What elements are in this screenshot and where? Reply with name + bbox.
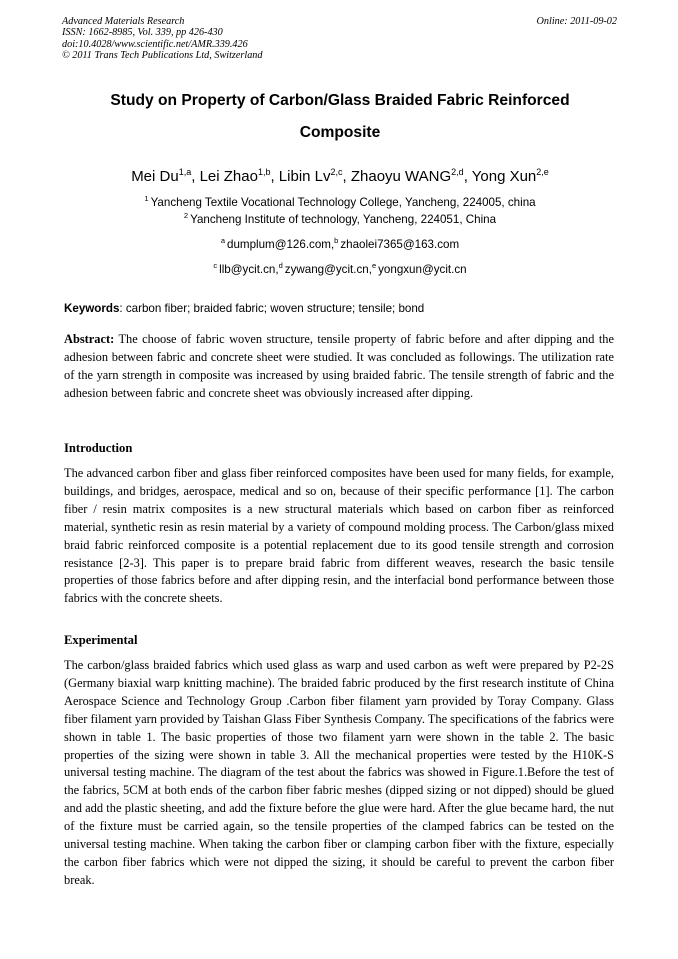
abstract <box>64 331 614 403</box>
email-mark: c <box>213 261 218 270</box>
author-name: Yong Xun <box>471 168 537 185</box>
email-line-1 <box>40 238 640 251</box>
keywords-text: : carbon fiber; braided fabric; woven structure; tensile; bond <box>119 302 425 315</box>
introduction-paragraph: The advanced carbon fiber and glass fiber reinforced composites have been used for many fields, for example, buildings, and bridges, aerospace, medical and so on, because of their specific performance [1]. The carbon fiber / resin matrix composites is a new structural materials which based on carbon fiber as reinforced material, synthetic resin as resin material by a variety of compound molding process. The Carbon/glass mixed braid fabric reinforced composite is a potential replacement due to its good tensile strength and corrosion resistance [2-3]. This paper is to prepare braid fabric from different weaves, research the basic tensile properties of those fabrics before and after dipping resin, and the interfacial bond performance between those fabrics with the concrete sheets. <box>64 466 614 606</box>
email-link[interactable]: yongxun@ycit.cn <box>378 263 467 276</box>
author-list: Mei Du$^{1,a}$, Lei Zhao$^{1,b}$, Libin Lv$^{2,c}$, Zhaoyu WANG$^{2,d}$, Yong Xun$^{2,e}$ <box>131 167 549 185</box>
affiliation-text: Yancheng Institute of technology, Yancheng, 224051, China <box>190 213 497 226</box>
copyright-line: © 2011 Trans Tech Publications Ltd, Switzerland <box>62 49 263 61</box>
affiliation-mark: 1 <box>144 194 149 203</box>
affiliation-1 <box>40 196 640 209</box>
abstract-label: Abstract: <box>64 332 115 346</box>
author-affiliation-mark: 2,c <box>330 167 343 177</box>
author-affiliation-mark: 1,b <box>257 167 271 177</box>
journal-header <box>62 16 617 61</box>
email-line-2 <box>40 263 640 276</box>
email-mark: e <box>371 261 377 270</box>
doi-line[interactable]: doi:10.4028/www.scientific.net/AMR.339.426 <box>62 38 248 50</box>
email-mark: a <box>220 236 226 245</box>
email-link[interactable]: llb@ycit.cn, <box>219 263 279 276</box>
author-name: Zhaoyu WANG <box>350 168 452 185</box>
paper-title-line-1: Study on Property of Carbon/Glass Braided Fabric Reinforced <box>110 92 570 109</box>
section-heading-experimental: Experimental <box>64 633 138 647</box>
affiliation-text: Yancheng Textile Vocational Technology College, Yancheng, 224005, china <box>150 196 536 209</box>
author-name: Libin Lv <box>278 168 331 185</box>
author-name: Lei Zhao <box>199 168 258 185</box>
issn-line: ISSN: 1662-8985, Vol. 339, pp 426-430 <box>62 27 223 39</box>
author-affiliation-mark: 2,d <box>451 167 464 177</box>
paper-title-line-2: Composite <box>299 124 381 141</box>
online-date: Online: 2011-09-02 <box>536 16 617 27</box>
email-link[interactable]: dumplum@126.com, <box>227 238 335 251</box>
author-affiliation-mark: 1,a <box>178 167 192 177</box>
experimental-paragraph: The carbon/glass braided fabrics which used glass as warp and used carbon as weft were prepared by P2-2S (Germany biaxial warp knitting machine). The braided fabric produced by the first research institute of China Aerospace Science and Technology Group .Carbon fiber filament yarn provided by Toray Company. Glass fiber filament yarn provided by Taishan Glass Fiber Synthesis Company. The specifications of the fabrics were shown in table 1. The basic properties of those two filament yarn were shown in the table 2. The basic properties of the sizing were shown in table 3. All the mechanical properties were tested by the H10K-S universal testing machine. The diagram of the test about the fabrics was showed in Figure.1.Before the test of the fabrics, 5CM at both ends of the carbon fiber fabric meshes (dipped sizing or not dipped) should be glued and add the plastic sheeting, and add the fixture before the glue were hard. After the glue became hard, the nut of the fixture must be carried again, so the tensile properties of the clamped fabrics can be tested on the universal testing machine. When taking the carbon fiber or clamping carbon fiber with the fixture, especially the carbon fiber fabrics which were not dipped the sizing, it should be careful to prevent the carbon fiber break. <box>64 658 614 887</box>
author-affiliation-mark: 2,e <box>536 167 549 177</box>
journal-name: Advanced Materials Research <box>62 16 185 27</box>
abstract-text: The choose of fabric woven structure, tensile property of fabric before and after dipping and the adhesion between fabric and concrete sheet were studied. It was concluded as followings. The utilization rate of the yarn strength in composite was increased by using braided fabric. The tensile strength of fabric and the adhesion between fabric and concrete sheet was obviously increased after dipping. <box>64 332 614 400</box>
email-mark: b <box>334 236 339 245</box>
email-link[interactable]: zhaolei7365@163.com <box>340 238 460 251</box>
author-name: Mei Du <box>131 168 179 185</box>
email-mark: d <box>278 261 283 270</box>
affiliation-2 <box>40 213 640 226</box>
section-heading-introduction: Introduction <box>64 441 133 455</box>
keywords-label: Keywords <box>64 302 120 315</box>
keywords <box>64 302 424 315</box>
affiliation-mark: 2 <box>183 211 189 220</box>
email-link[interactable]: zywang@ycit.cn, <box>284 263 372 276</box>
